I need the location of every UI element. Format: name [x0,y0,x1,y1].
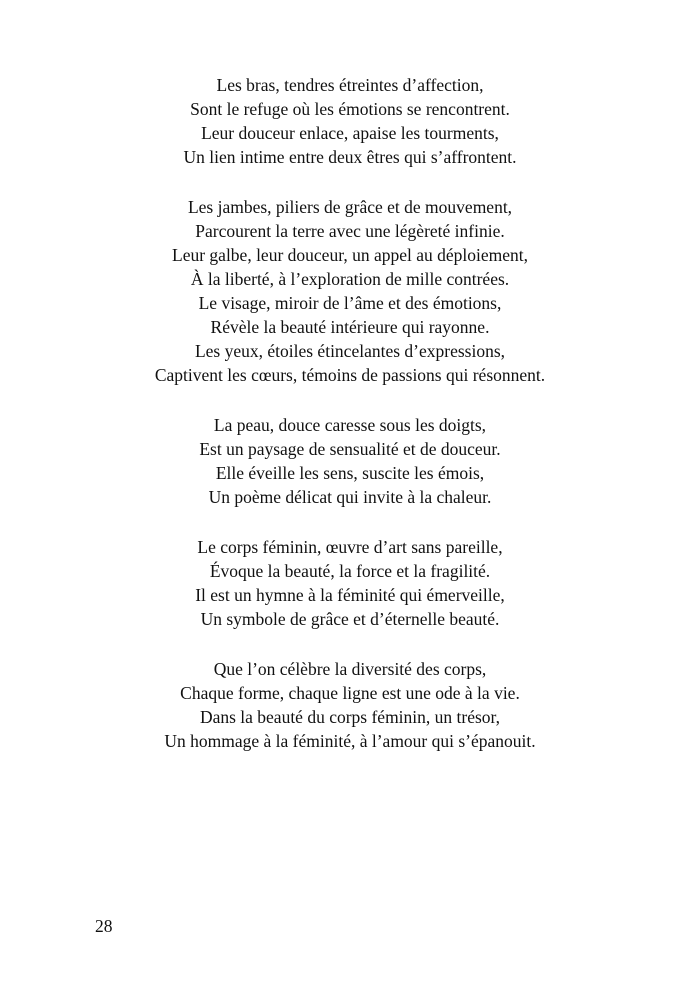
stanza-3 [0,413,700,509]
poem-line: Évoque la beauté, la force et la fragilité. [209,561,491,581]
poem-line: Les jambes, piliers de grâce et de mouvement, [187,197,513,217]
poem-line: Est un paysage de sensualité et de douceur. [199,439,501,459]
poem-line: Révèle la beauté intérieure qui rayonne. [210,317,490,337]
poem-line: Chaque forme, chaque ligne est une ode à la vie. [180,683,520,703]
poem-line: Parcourent la terre avec une légèreté infinie. [195,221,505,241]
poem-line: Les yeux, étoiles étincelantes d’expressions, [194,341,506,361]
poem-line: Leur galbe, leur douceur, un appel au déploiement, [172,245,528,265]
poem-line: Que l’on célèbre la diversité des corps, [213,659,487,679]
poem-line: À la liberté, à l’exploration de mille contrées. [190,269,510,289]
poem-line: Un lien intime entre deux êtres qui s’affrontent. [183,147,517,167]
poem-line: Le visage, miroir de l’âme et des émotions, [198,293,502,313]
poem-line: Leur douceur enlace, apaise les tourments, [201,123,499,143]
poem-line: Sont le refuge où les émotions se rencontrent. [190,99,510,119]
poem-line: La peau, douce caresse sous les doigts, [213,415,487,435]
poem-line: Il est un hymne à la féminité qui émerveille, [195,585,505,605]
poem-line: Un symbole de grâce et d’éternelle beauté. [200,609,500,629]
poem-line: Elle éveille les sens, suscite les émois, [215,463,485,483]
poem-line: Un hommage à la féminité, à l’amour qui s’épanouit. [164,731,536,751]
stanza-5 [0,657,700,753]
poem [0,73,700,779]
stanza-2 [0,195,700,387]
poem-line: Captivent les cœurs, témoins de passions qui résonnent. [154,365,546,385]
poem-line: Un poème délicat qui invite à la chaleur. [208,487,492,507]
poem-line: Les bras, tendres étreintes d’affection, [216,75,484,95]
poem-line: Dans la beauté du corps féminin, un trésor, [199,707,501,727]
page-number: 28 [95,916,113,936]
stanza-1 [0,73,700,169]
stanza-4 [0,535,700,631]
poem-line: Le corps féminin, œuvre d’art sans pareille, [197,537,503,557]
